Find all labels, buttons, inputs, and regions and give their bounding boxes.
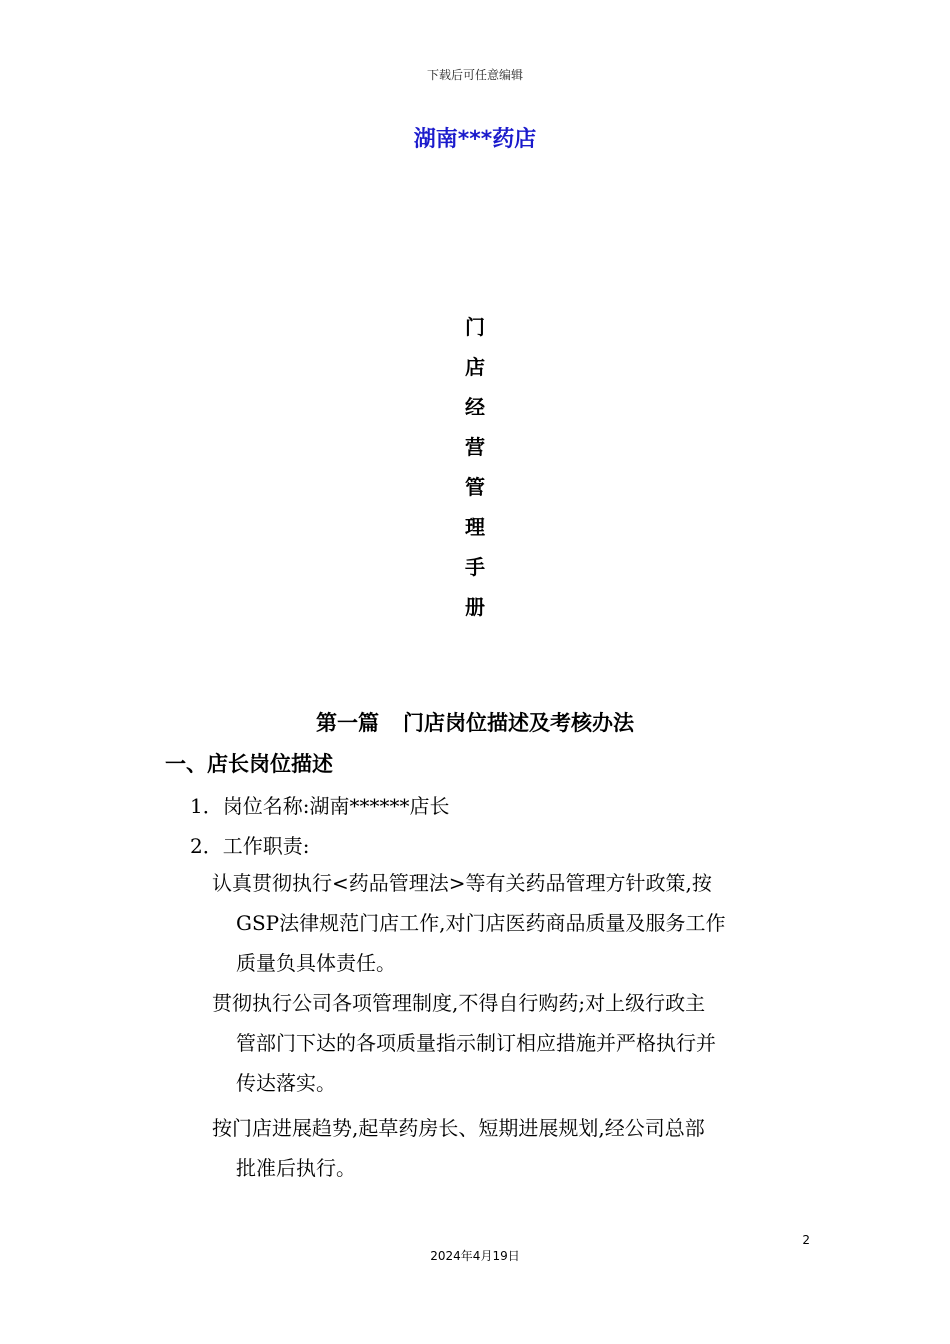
paragraph-line: 管部门下达的各项质量指示制订相应措施并严格执行并 [236, 1031, 716, 1055]
list-item-position-name: 1．岗位名称:湖南******店长 [190, 794, 450, 818]
duty-paragraph [212, 983, 812, 1103]
paragraph-line: GSP法律规范门店工作,对门店医药商品质量及服务工作 [236, 911, 726, 935]
paragraph-line: 质量负具体责任。 [236, 951, 396, 975]
list-item-duties: 2．工作职责: [190, 834, 310, 858]
header-note: 下载后可任意编辑 [426, 68, 523, 82]
paragraph-line: 按门店进展趋势,起草药房长、短期进展规划,经公司总部 [212, 1116, 705, 1140]
paragraph-line: 批准后执行。 [236, 1156, 356, 1180]
footer-date: 2024年4月19日 [430, 1249, 520, 1263]
section-heading: 一、店长岗位描述 [165, 752, 333, 776]
manual-title-vertical [455, 312, 495, 632]
manual-title-char: 手 [465, 555, 485, 579]
manual-title-char: 门 [465, 315, 485, 339]
manual-title-char: 理 [465, 515, 485, 539]
manual-title-char: 册 [465, 595, 485, 619]
manual-title-char: 营 [465, 435, 485, 459]
paragraph-line: 认真贯彻执行<药品管理法>等有关药品管理方针政策,按 [212, 871, 712, 895]
store-title: 湖南***药店 [413, 127, 537, 152]
duty-paragraph [212, 863, 812, 983]
manual-title-char: 管 [465, 475, 485, 499]
paragraph-line: 贯彻执行公司各项管理制度,不得自行购药;对上级行政主 [212, 991, 706, 1015]
manual-title-char: 店 [465, 355, 485, 379]
part-title: 门店岗位描述及考核办法 [403, 711, 634, 735]
duty-paragraph [212, 1108, 812, 1188]
paragraph-line: 传达落实。 [236, 1071, 336, 1095]
part-number: 第一篇 [316, 711, 379, 735]
page-number: 2 [802, 1233, 810, 1247]
part-heading [0, 707, 950, 737]
manual-title-char: 经 [465, 395, 485, 419]
